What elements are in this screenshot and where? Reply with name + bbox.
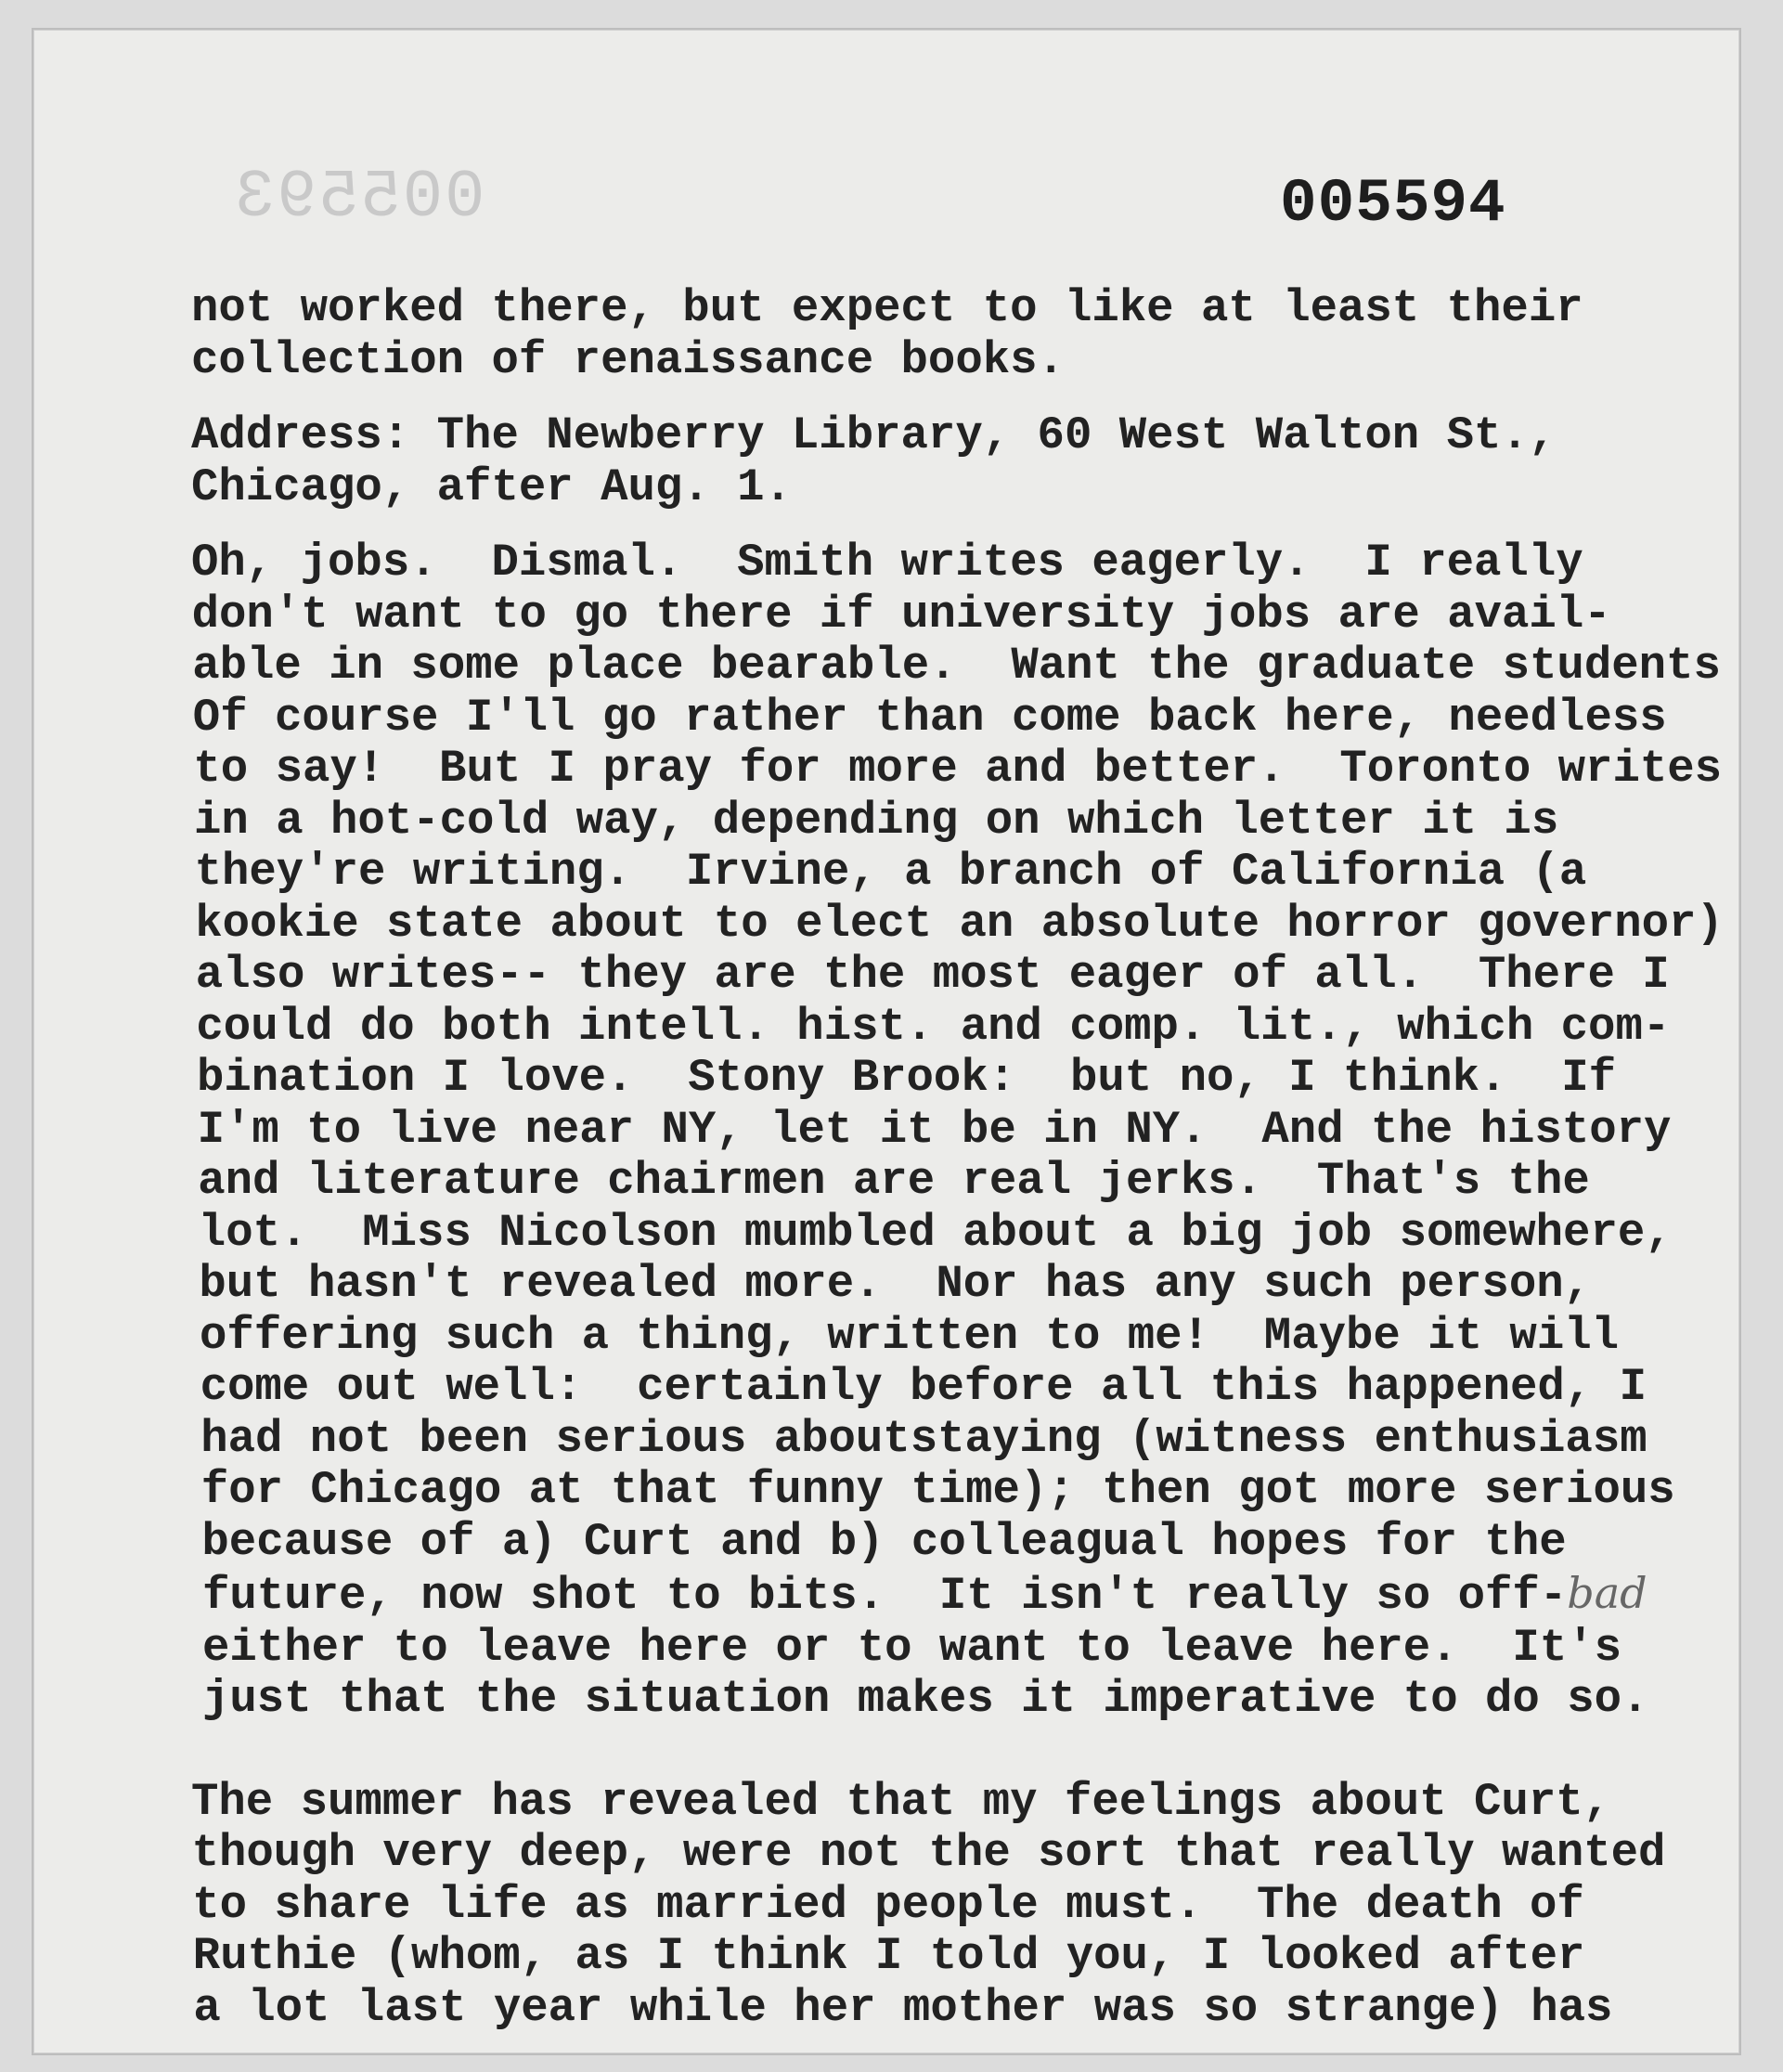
text-line: to say! But I pray for more and better. Toronto writes [193,743,1723,795]
text-line: just that the situation makes it imperative to do so. [202,1673,1649,1725]
text-line: for Chicago at that funny time); then got more serious [200,1464,1675,1516]
text-line: don't want to go there if university jobs are avail- [191,588,1611,641]
text-line: Address: The Newberry Library, 60 West Walton St., [191,409,1557,461]
document-number: 005594 [1280,169,1506,239]
text-line: come out well: certainly before all this happened, I [200,1361,1647,1413]
text-line: Oh, jobs. Dismal. Smith writes eagerly. I really [191,537,1583,589]
text-line: they're writing. Irvine, a branch of California (a [194,846,1587,898]
text-line: lot. Miss Nicolson mumbled about a big job somewhere, [198,1206,1673,1259]
text-line: I'm to live near NY, let it be in NY. And the history [197,1103,1672,1156]
text-line: also writes-- they are the most eager of all. There I [195,949,1670,1001]
text-line: in a hot-cold way, depending on which letter it is [194,794,1559,847]
text-line: but hasn't revealed more. Nor has any such person, [199,1258,1592,1310]
text-line: able in some place bearable. Want the graduate students [192,640,1721,692]
text-line: though very deep, were not the sort that really wanted [191,1827,1666,1879]
text-line: to share life as married people must. The death of [192,1878,1584,1931]
handwritten-correction: bad [1567,1568,1647,1618]
paragraph [191,283,1732,386]
text-line: had not been serious aboutstaying (witness enthusiasm [200,1412,1647,1465]
letter-body [191,283,1732,2034]
text-line: offering such a thing, written to me! Maybe it will [200,1309,1620,1362]
text-line: and literature chairmen are real jerks. That's the [198,1155,1590,1207]
paragraph [191,537,1732,1726]
text-line: a lot last year while her mother was so strange) has [193,1981,1613,2034]
text-line: kookie state about to elect an absolute horror governor) [195,897,1724,950]
text-line: Ruthie (whom, as I think I told you, I looked after [192,1930,1585,1982]
paragraph [191,410,1732,513]
text-line: collection of renaissance books. [191,333,1065,386]
text-line: Chicago, after Aug. 1. [191,460,792,513]
text-line: future, now shot to bits. It isn't really so off-bad [202,1568,1647,1622]
text-line: The summer has revealed that my feelings about Curt, [191,1775,1611,1828]
text-line: because of a) Curt and b) colleagual hopes for the [201,1515,1567,1568]
text-line: could do both intell. hist. and comp. lit., which com- [196,1000,1671,1053]
paragraph [191,1777,1732,2035]
text-line: not worked there, but expect to like at least their [191,282,1583,334]
text-line: bination I love. Stony Brook: but no, I think. If [197,1052,1617,1104]
bleed-through-number: 005593 [233,160,485,236]
text-line: Of course I'll go rather than come back here, needless [192,691,1667,744]
text-line: either to leave here or to want to leave here. It's [202,1621,1622,1674]
